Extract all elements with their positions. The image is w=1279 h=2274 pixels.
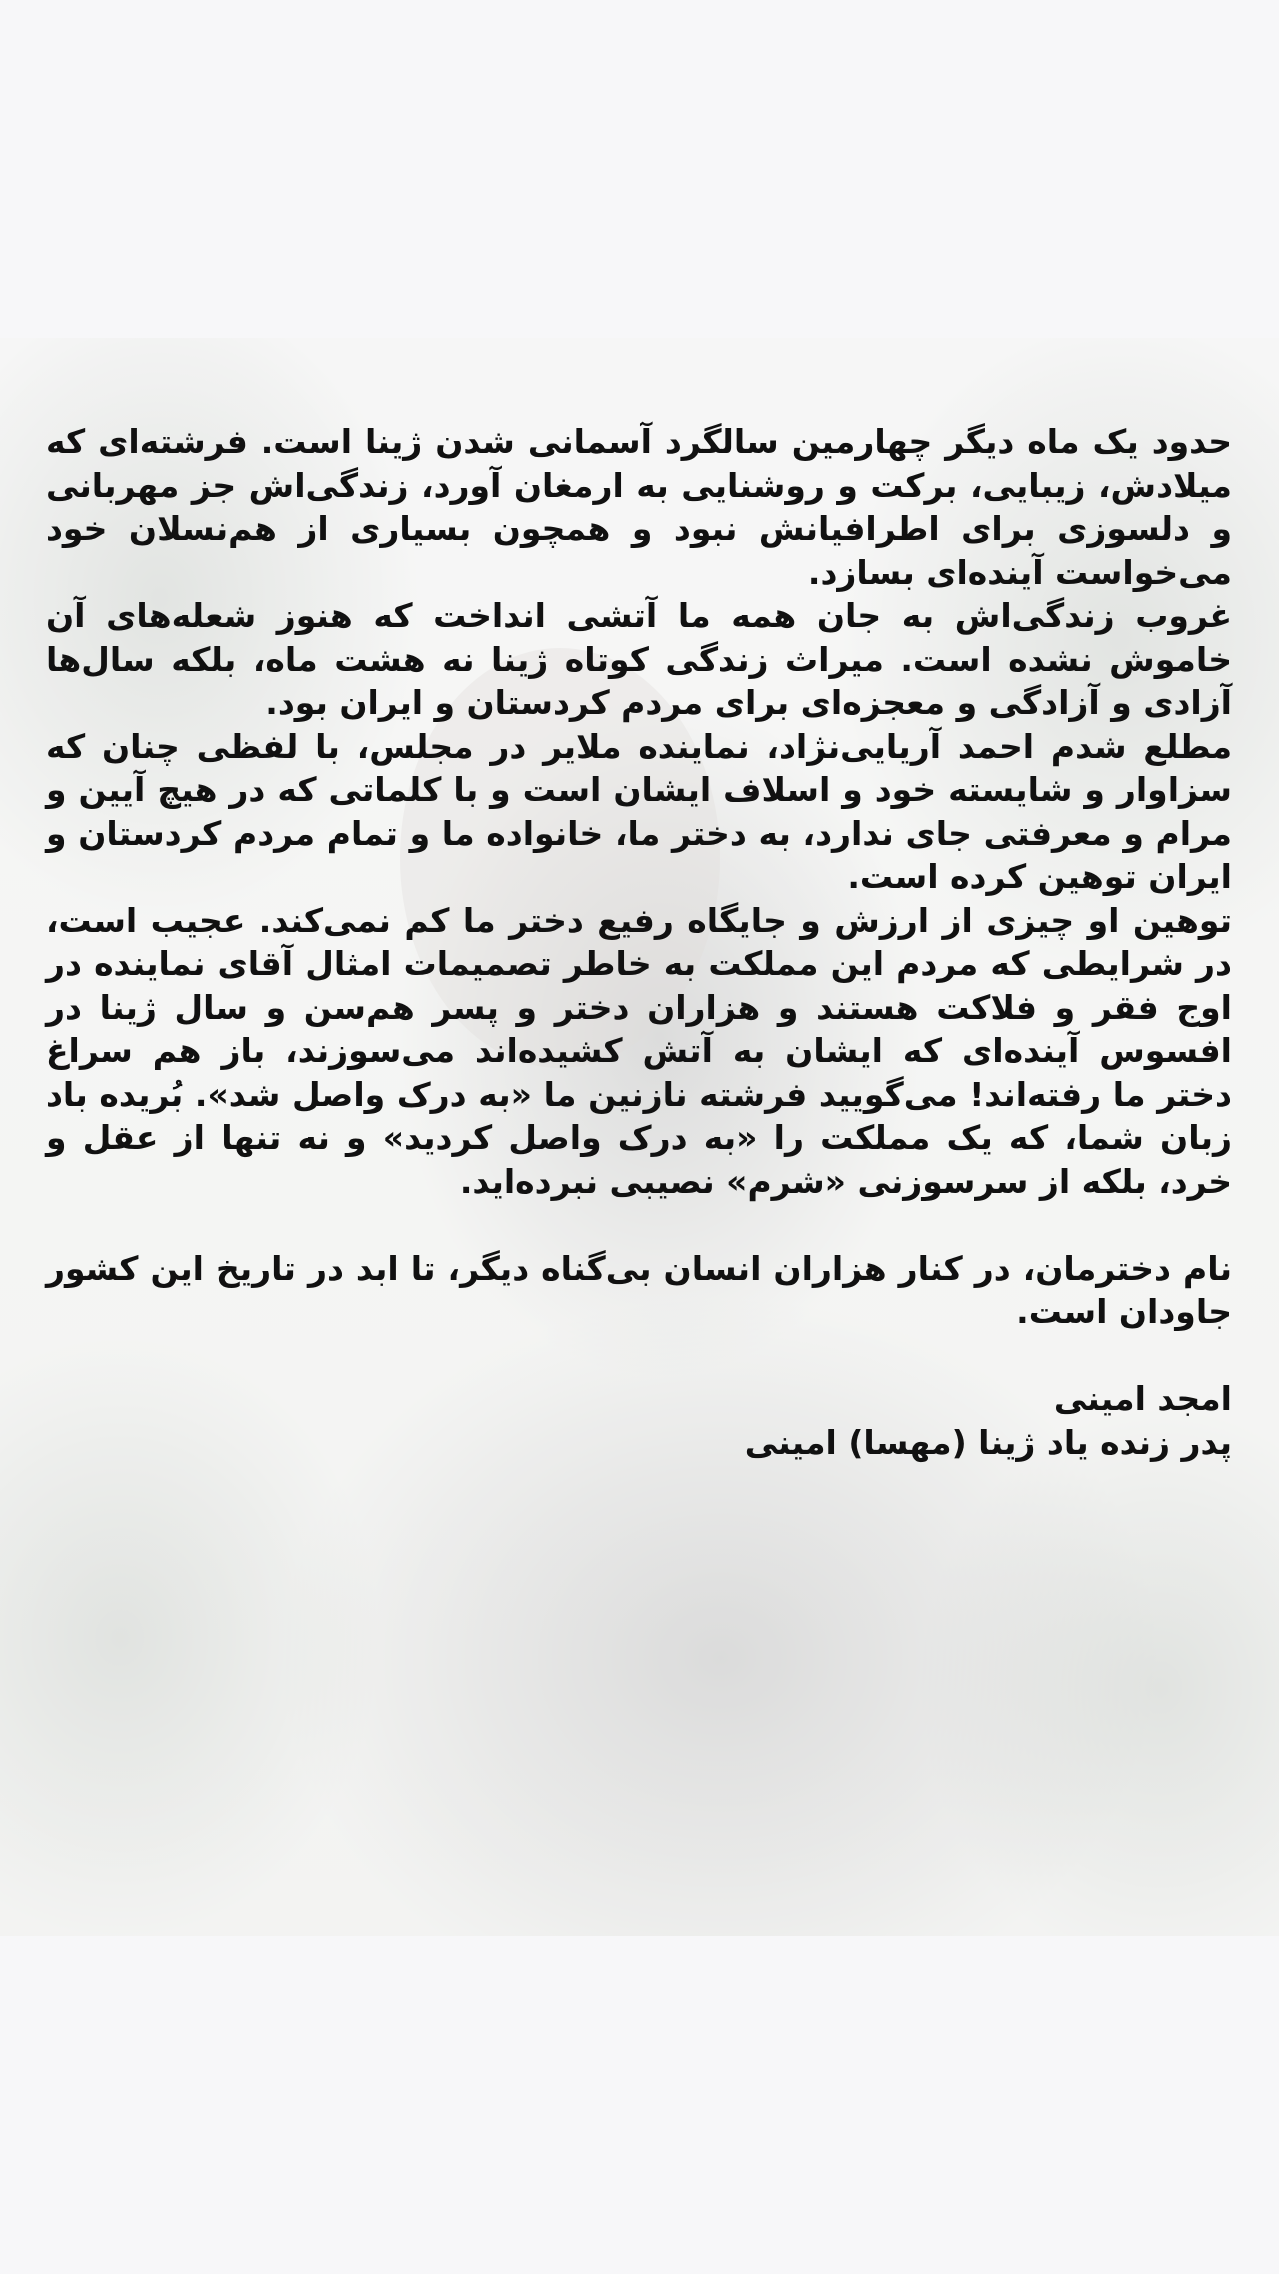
letter-closing: نام دخترمان، در کنار هزاران انسان بی‌گناه دیگر، تا ابد در تاریخ این کشور جاودان است. xyxy=(46,1248,1232,1331)
signature-name: امجد امینی xyxy=(1053,1379,1232,1418)
letter-text xyxy=(46,420,1232,1464)
signature-title: پدر زنده یاد ژینا (مهسا) امینی xyxy=(744,1422,1232,1462)
letter-paragraph-2: غروب زندگی‌اش به جان همه ما آتشی انداخت که هنوز شعله‌های آن خاموش نشده است. میراث زندگی کوتاه ژینا نه هشت ماه، بلکه سال‌ها آزادی و آزادگی و معجزه‌ای برای مردم کردستان و ایران بود. xyxy=(46,596,1232,722)
letter-paragraph-4: توهین او چیزی از ارزش و جایگاه رفیع دختر ما کم نمی‌کند. عجیب است، در شرایطی که مردم این مملکت به خاطر تصمیمات امثال آقای نماینده در اوج فقر و فلاکت هستند و هزاران دختر و پسر هم‌سن و سال ژینا در افسوس آینده‌ای که ایشان به آتش کشیده‌اند می‌سوزند، باز هم سراغ دختر ما رفته‌اند! می‌گویید فرشته نازنین ما «به درک واصل شد». بُریده باد زبان شما، که یک مملکت را «به درک واصل کردید» و نه تنها از عقل و خرد، بلکه از سرسوزنی «شرم» نصیبی نبرده‌اید. xyxy=(46,900,1232,1201)
paragraph-spacer xyxy=(46,1203,1232,1247)
letter-paragraph-3: مطلع شدم احمد آریایی‌نژاد، نماینده ملایر در مجلس، با لفظی چنان که سزاوار و شایسته خود و اسلاف ایشان است و با کلماتی که در هیچ آیین و مرام و معرفتی جای ندارد، به دختر ما، خانواده ما و تمام مردم کردستان و ایران توهین کرده است. xyxy=(46,726,1232,896)
paragraph-spacer xyxy=(46,1334,1232,1378)
letter-paragraph-1: حدود یک ماه دیگر چهارمین سالگرد آسمانی شدن ژینا است. فرشته‌ای که میلادش، زیبایی، برکت و روشنایی به ارمغان آورد، زندگی‌اش جز مهربانی و دلسوزی برای اطرافیانش نبود و همچون بسیاری از هم‌نسلان خود می‌خواست آینده‌ای بسازد. xyxy=(46,422,1232,592)
